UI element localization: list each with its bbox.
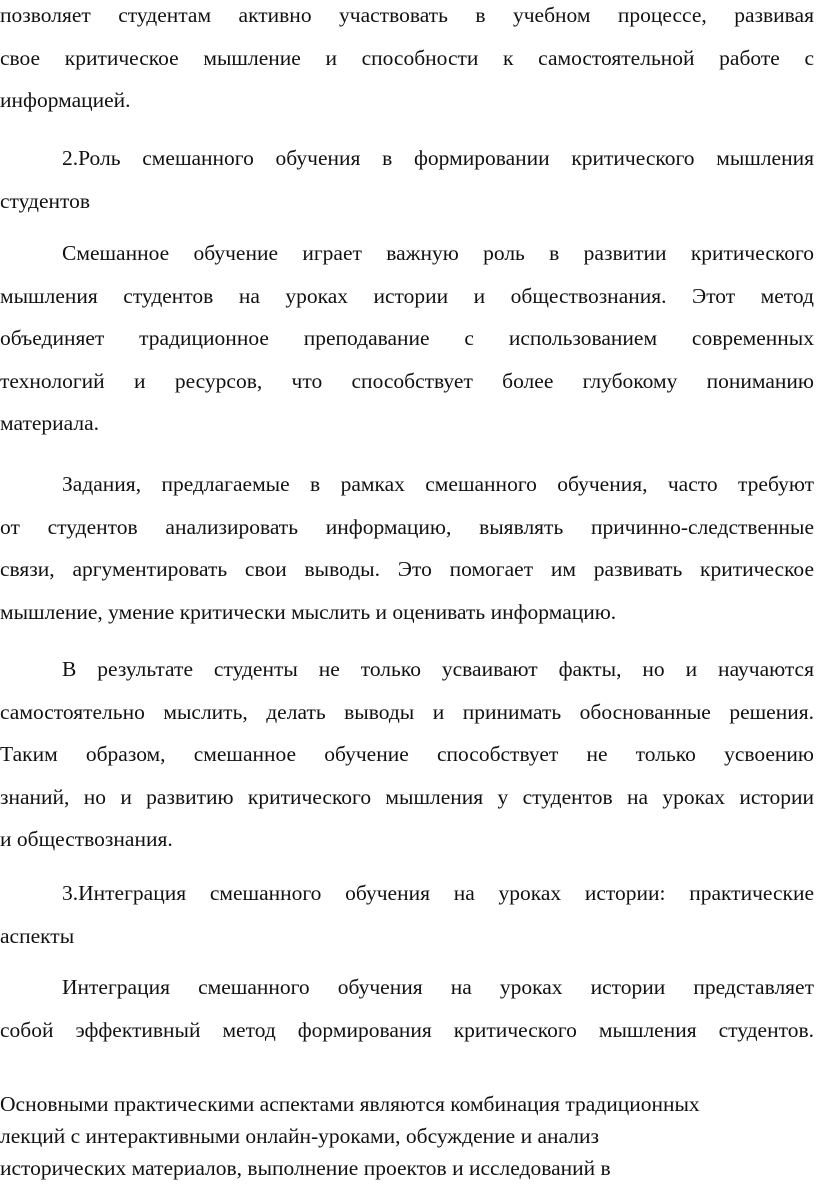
text-line: и обществознания.: [0, 827, 173, 851]
text-line: технологий и ресурсов, что способствует более глубокому пониманию: [0, 368, 814, 393]
text-line: свое критическое мышление и способности к самостоятельной работе с: [0, 45, 814, 70]
text-line: мышления студентов на уроках истории и обществознания. Этот метод: [0, 283, 814, 308]
integration-paragraph: [0, 966, 814, 1051]
text-line: объединяет традиционное преподавание с использованием современных: [0, 326, 814, 350]
text-line: информацией.: [0, 88, 131, 112]
text-line: Задания, предлагаемые в рамках смешанного обучения, часто требуют: [62, 472, 814, 496]
intro-paragraph: [0, 0, 814, 122]
text-line: мышление, умение критически мыслить и оценивать информацию.: [0, 599, 617, 624]
heading-line: студентов: [0, 188, 91, 213]
tasks-paragraph: [0, 463, 814, 633]
practical-aspects-paragraph: [0, 1088, 814, 1184]
text-line: исторических материалов, выполнение проектов и исследований в: [0, 1155, 611, 1180]
text-line: от студентов анализировать информацию, выявлять причинно-следственные: [0, 514, 814, 539]
text-line: знаний, но и развитию критического мышления у студентов на уроках истории: [0, 784, 814, 809]
blended-learning-paragraph: [0, 232, 814, 445]
text-line: позволяет студентам активно участвовать в учебном процессе, развивая: [0, 3, 814, 27]
text-line: Основными практическими аспектами являются комбинация традиционных: [0, 1091, 700, 1116]
section-3-heading: [0, 872, 814, 957]
heading-line: 2.Роль смешанного обучения в формировании критического мышления: [62, 146, 814, 170]
text-line: собой эффективный метод формирования критического мышления студентов.: [0, 1017, 814, 1042]
text-line: лекций с интерактивными онлайн-уроками, обсуждение и анализ: [0, 1123, 599, 1148]
text-line: Смешанное обучение играет важную роль в развитии критического: [62, 241, 814, 265]
text-line: связи, аргументировать свои выводы. Это помогает им развивать критическое: [0, 557, 814, 581]
text-line: самостоятельно мыслить, делать выводы и принимать обоснованные решения.: [0, 699, 814, 724]
section-2-heading: [0, 137, 814, 222]
text-line: Интеграция смешанного обучения на уроках истории представляет: [62, 975, 814, 999]
heading-line: 3.Интеграция смешанного обучения на уроках истории: практические: [62, 881, 814, 905]
text-line: материала.: [0, 411, 100, 435]
heading-line: аспекты: [0, 923, 75, 948]
result-paragraph: [0, 648, 814, 861]
text-line: Таким образом, смешанное обучение способствует не только усвоению: [0, 742, 814, 766]
text-line: В результате студенты не только усваивают факты, но и научаются: [62, 657, 814, 681]
